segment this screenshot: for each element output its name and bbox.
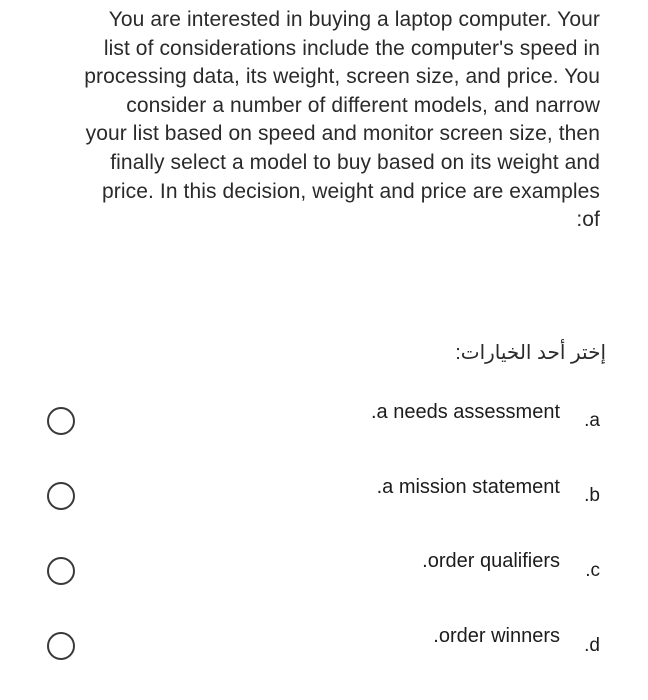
option-text-b: .a mission statement <box>376 476 560 498</box>
question-line: processing data, its weight, screen size, and price. You <box>84 65 600 89</box>
answer-option-d[interactable] <box>0 620 648 670</box>
question-line: You are interested in buying a laptop computer. Your <box>108 8 600 31</box>
question-text <box>40 6 600 235</box>
question-line: :of <box>576 208 600 232</box>
answer-option-c[interactable] <box>0 545 648 595</box>
question-line: list of considerations include the computer's speed in <box>103 36 600 60</box>
option-text-a: .a needs assessment <box>371 401 560 423</box>
answer-option-b[interactable] <box>0 470 648 520</box>
option-letter-d: .d <box>584 635 600 656</box>
option-text-d: .order winners <box>433 625 560 647</box>
radio-button-a[interactable] <box>47 407 75 435</box>
question-line: consider a number of different models, and narrow <box>126 93 600 117</box>
question-line: your list based on speed and monitor screen size, then <box>85 122 600 146</box>
option-letter-a: .a <box>584 410 600 431</box>
option-letter-b: .b <box>584 485 600 506</box>
option-text-c: .order qualifiers <box>422 550 560 572</box>
radio-button-c[interactable] <box>47 557 75 585</box>
radio-button-b[interactable] <box>47 482 75 510</box>
choose-option-instruction: إختر أحد الخيارات: <box>455 342 606 364</box>
option-letter-c: .c <box>585 560 600 581</box>
question-line: price. In this decision, weight and price are examples <box>102 179 600 203</box>
answer-option-a[interactable] <box>0 395 648 445</box>
radio-button-d[interactable] <box>47 632 75 660</box>
question-line: finally select a model to buy based on its weight and <box>110 150 600 174</box>
